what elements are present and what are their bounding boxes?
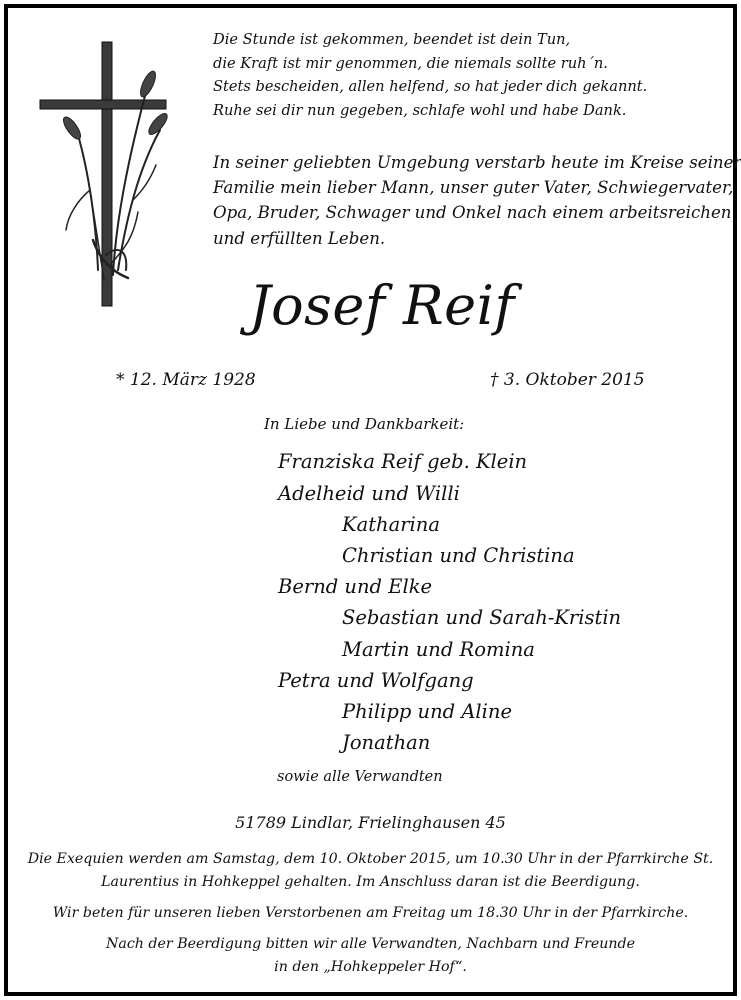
family-member: Bernd und Elke [278,575,433,598]
poem-line: Die Stunde ist gekommen, beendet ist dein Tun, [213,31,571,48]
family-member: Christian und Christina [342,544,575,567]
intro-line: Familie mein lieber Mann, unser guter Vater, Schwiegervater, [213,178,734,198]
intro-line: In seiner geliebten Umgebung verstarb heute im Kreise seiner [213,153,741,172]
closing-line: in den „Hohkeppeler Hof“. [274,959,467,975]
deceased-name: Josef Reif [249,274,515,337]
birth-date: * 12. März 1928 [116,370,256,390]
intro-line: Opa, Bruder, Schwager und Onkel nach einem arbeitsreichen [213,203,732,223]
poem-line: die Kraft ist mir genommen, die niemals sollte ruh´n. [213,54,608,72]
cross-with-wheat-icon [38,40,168,310]
closing-line: Wir beten für unseren lieben Verstorbenen am Freitag um 18.30 Uhr in der Pfarrkirche. [52,905,689,921]
poem [213,28,647,122]
closing-line: Nach der Beerdigung bitten wir alle Verwandten, Nachbarn und Freunde [105,936,636,952]
family-member: Franziska Reif geb. Klein [278,450,528,473]
family-member: Katharina [342,513,440,536]
closing-line: Laurentius in Hohkeppel gehalten. Im Anschluss daran ist die Beerdigung. [101,874,640,890]
relatives-line: sowie alle Verwandten [277,769,443,785]
closing-line: Die Exequien werden am Samstag, dem 10. Oktober 2015, um 10.30 Uhr in der Pfarrkirche St. [27,851,714,867]
family-member: Sebastian und Sarah-Kristin [342,606,622,629]
family-member: Martin und Romina [342,638,535,661]
family-member: Jonathan [342,731,431,754]
address: 51789 Lindlar, Frielinghausen 45 [235,813,506,832]
intro-line: und erfüllten Leben. [213,228,386,248]
family-member: Petra und Wolfgang [278,669,474,692]
poem-line: Ruhe sei dir nun gegeben, schlafe wohl und habe Dank. [213,101,627,119]
death-date: † 3. Oktober 2015 [490,370,645,390]
poem-line: Stets bescheiden, allen helfend, so hat jeder dich gekannt. [213,78,648,96]
family-member: Adelheid und Willi [278,482,460,505]
family-member: Philipp und Aline [342,700,513,723]
thanks-line: In Liebe und Dankbarkeit: [264,415,465,433]
intro-text [213,150,741,251]
